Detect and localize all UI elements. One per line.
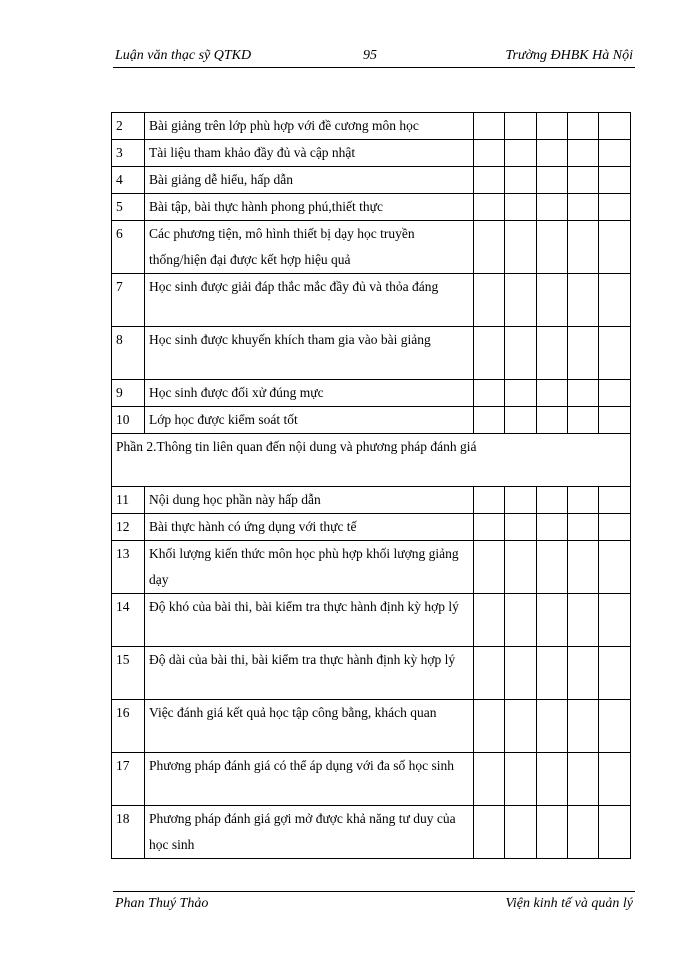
rating-cell-1[interactable] [474,274,505,327]
rating-cell-1[interactable] [474,700,505,753]
rating-cell-2[interactable] [505,113,537,140]
rating-cell-5[interactable] [599,594,631,647]
rating-cell-4[interactable] [568,806,599,859]
rating-cell-5[interactable] [599,327,631,380]
rating-cell-2[interactable] [505,594,537,647]
footer-institute: Viện kinh tế và quản lý [505,896,633,911]
rating-cell-4[interactable] [568,407,599,434]
item-number: 17 [112,753,145,806]
rating-cell-3[interactable] [537,806,568,859]
item-number: 14 [112,594,145,647]
item-number: 11 [112,487,145,514]
rating-cell-1[interactable] [474,487,505,514]
item-number: 6 [112,221,145,274]
rating-cell-4[interactable] [568,327,599,380]
rating-cell-5[interactable] [599,407,631,434]
rating-cell-1[interactable] [474,594,505,647]
rating-cell-4[interactable] [568,194,599,221]
rating-cell-3[interactable] [537,140,568,167]
footer-author: Phan Thuý Thảo [115,896,209,911]
rating-cell-2[interactable] [505,541,537,594]
rating-cell-5[interactable] [599,806,631,859]
rating-cell-5[interactable] [599,380,631,407]
table-row [112,407,631,434]
rating-cell-1[interactable] [474,647,505,700]
rating-cell-1[interactable] [474,167,505,194]
rating-cell-3[interactable] [537,113,568,140]
rating-cell-3[interactable] [537,194,568,221]
item-criterion: Việc đánh giá kết quả học tập công bằng, khách quan [145,700,474,753]
item-criterion: Phương pháp đánh giá gợi mở được khả năng tư duy của học sinh [145,806,474,859]
item-criterion: Học sinh được khuyến khích tham gia vào bài giảng [145,327,474,380]
rating-cell-1[interactable] [474,514,505,541]
item-number: 2 [112,113,145,140]
rating-cell-1[interactable] [474,140,505,167]
table-row [112,274,631,327]
item-number: 3 [112,140,145,167]
rating-cell-2[interactable] [505,647,537,700]
item-number: 15 [112,647,145,700]
header-university: Trường ĐHBK Hà Nội [505,48,633,63]
rating-cell-4[interactable] [568,514,599,541]
rating-cell-1[interactable] [474,380,505,407]
rating-cell-1[interactable] [474,221,505,274]
table-row [112,221,631,274]
survey-table [111,112,631,859]
item-number: 12 [112,514,145,541]
rating-cell-2[interactable] [505,194,537,221]
item-number: 9 [112,380,145,407]
rating-cell-3[interactable] [537,167,568,194]
item-criterion: Bài giảng dễ hiểu, hấp dẫn [145,167,474,194]
rating-cell-2[interactable] [505,487,537,514]
rating-cell-3[interactable] [537,594,568,647]
rating-cell-3[interactable] [537,274,568,327]
rating-cell-2[interactable] [505,327,537,380]
rating-cell-3[interactable] [537,647,568,700]
rating-cell-5[interactable] [599,274,631,327]
rating-cell-1[interactable] [474,541,505,594]
item-criterion: Độ khó của bài thi, bài kiểm tra thực hành định kỳ hợp lý [145,594,474,647]
item-criterion: Học sinh được đối xử đúng mực [145,380,474,407]
rating-cell-3[interactable] [537,327,568,380]
rating-cell-4[interactable] [568,113,599,140]
rating-cell-1[interactable] [474,753,505,806]
rating-cell-3[interactable] [537,407,568,434]
rating-cell-3[interactable] [537,380,568,407]
rating-cell-4[interactable] [568,380,599,407]
item-number: 7 [112,274,145,327]
table-row [112,140,631,167]
footer-divider [113,891,635,892]
item-criterion: Học sinh được giải đáp thắc mắc đầy đủ và thỏa đáng [145,274,474,327]
rating-cell-4[interactable] [568,541,599,594]
table-row [112,594,631,647]
rating-cell-4[interactable] [568,647,599,700]
rating-cell-5[interactable] [599,221,631,274]
rating-cell-5[interactable] [599,194,631,221]
table-row [112,541,631,594]
rating-cell-2[interactable] [505,380,537,407]
header-thesis-title: Luận văn thạc sỹ QTKD [115,48,252,63]
table-row [112,194,631,221]
rating-cell-4[interactable] [568,167,599,194]
rating-cell-5[interactable] [599,514,631,541]
rating-cell-2[interactable] [505,167,537,194]
rating-cell-4[interactable] [568,594,599,647]
rating-cell-2[interactable] [505,140,537,167]
rating-cell-1[interactable] [474,806,505,859]
rating-cell-1[interactable] [474,407,505,434]
rating-cell-5[interactable] [599,167,631,194]
rating-cell-5[interactable] [599,140,631,167]
rating-cell-3[interactable] [537,221,568,274]
item-number: 16 [112,700,145,753]
rating-cell-2[interactable] [505,407,537,434]
item-number: 13 [112,541,145,594]
item-criterion: Tài liệu tham khảo đầy đủ và cập nhật [145,140,474,167]
rating-cell-2[interactable] [505,806,537,859]
rating-cell-3[interactable] [537,700,568,753]
rating-cell-4[interactable] [568,274,599,327]
rating-cell-4[interactable] [568,221,599,274]
rating-cell-3[interactable] [537,487,568,514]
table-row [112,647,631,700]
item-criterion: Phương pháp đánh giá có thể áp dụng với đa số học sinh [145,753,474,806]
table-row [112,113,631,140]
rating-cell-2[interactable] [505,221,537,274]
section-title: Phần 2.Thông tin liên quan đến nội dung và phương pháp đánh giá [112,434,631,487]
header-divider [113,67,635,68]
item-criterion: Khối lượng kiến thức môn học phù hợp khối lượng giảng dạy [145,541,474,594]
rating-cell-2[interactable] [505,700,537,753]
rating-cell-5[interactable] [599,113,631,140]
page-header [113,46,635,66]
rating-cell-5[interactable] [599,541,631,594]
rating-cell-1[interactable] [474,194,505,221]
rating-cell-3[interactable] [537,753,568,806]
table-row [112,487,631,514]
item-criterion: Độ dài của bài thi, bài kiểm tra thực hành định kỳ hợp lý [145,647,474,700]
page-footer [113,896,635,916]
item-number: 18 [112,806,145,859]
header-page-number: 95 [363,48,377,63]
rating-cell-4[interactable] [568,700,599,753]
table-row [112,806,631,859]
rating-cell-1[interactable] [474,113,505,140]
table-row [112,167,631,194]
rating-cell-4[interactable] [568,753,599,806]
item-number: 10 [112,407,145,434]
rating-cell-5[interactable] [599,700,631,753]
item-number: 4 [112,167,145,194]
rating-cell-3[interactable] [537,514,568,541]
rating-cell-2[interactable] [505,753,537,806]
table-row [112,327,631,380]
rating-cell-5[interactable] [599,753,631,806]
item-criterion: Các phương tiện, mô hình thiết bị dạy học truyền thống/hiện đại được kết hợp hiệu quả [145,221,474,274]
section-header-row [112,434,631,487]
item-criterion: Bài thực hành có ứng dụng với thực tế [145,514,474,541]
table-row [112,380,631,407]
rating-cell-1[interactable] [474,327,505,380]
rating-cell-2[interactable] [505,514,537,541]
item-criterion: Bài giảng trên lớp phù hợp với đề cương môn học [145,113,474,140]
rating-cell-4[interactable] [568,140,599,167]
table-row [112,753,631,806]
rating-cell-2[interactable] [505,274,537,327]
item-criterion: Nội dung học phần này hấp dẫn [145,487,474,514]
rating-cell-4[interactable] [568,487,599,514]
rating-cell-5[interactable] [599,487,631,514]
rating-cell-5[interactable] [599,647,631,700]
table-row [112,514,631,541]
rating-cell-3[interactable] [537,541,568,594]
item-number: 5 [112,194,145,221]
table-row [112,700,631,753]
item-criterion: Bài tập, bài thực hành phong phú,thiết thực [145,194,474,221]
item-number: 8 [112,327,145,380]
item-criterion: Lớp học được kiểm soát tốt [145,407,474,434]
